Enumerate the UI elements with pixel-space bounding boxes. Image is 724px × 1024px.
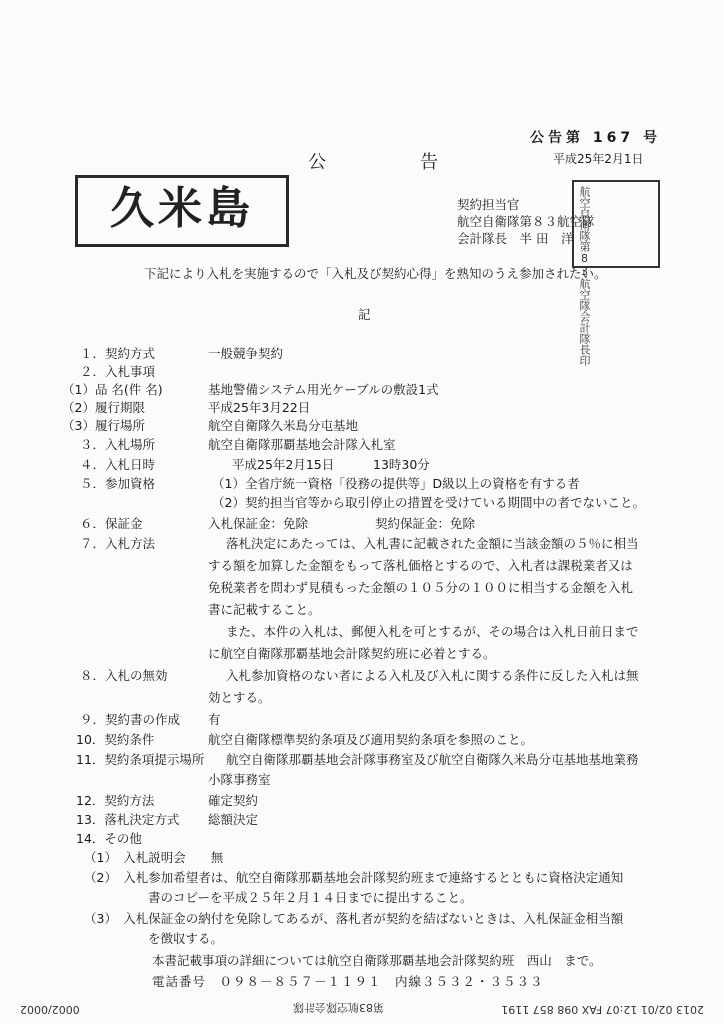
item-7-line-3: 免税業者を問わず見積もった金額の１０５分の１００に相当する金額を入札 — [208, 580, 634, 595]
item-6-label: ６．保証金 — [80, 516, 143, 531]
notice-number: 公告第 167 号 — [530, 130, 661, 146]
item-11-line-2: 小隊事務室 — [208, 772, 271, 787]
item-5-value-2: （2）契約担当官等から取引停止の措置を受けている期間中の者でないこと。 — [212, 495, 645, 510]
intro-text: 下記により入札を実施するので「入札及び契約心得」を熟知のうえ参加されたい。 — [144, 266, 607, 281]
item-14-2-line-1: （2） 入札参加希望者は、航空自衛隊那覇基地会計隊契約班まで連絡するとともに資格決定通知 — [84, 870, 624, 885]
location-stamp — [75, 175, 289, 247]
item-11-label: 11．契約条項提示場所 — [76, 752, 205, 767]
contractor-name: 会計隊長 半 田 洋 — [457, 231, 574, 246]
notice-date: 平成25年2月1日 — [553, 152, 644, 166]
contractor-unit: 航空自衛隊第８３航空隊 — [457, 214, 595, 229]
official-seal-text: 航空自衛隊第83航空隊会計隊長印 — [578, 186, 591, 366]
item-10-label: 10．契約条件 — [76, 732, 155, 747]
item-10-value: 航空自衛隊標準契約条項及び適用契約条項を参照のこと。 — [208, 732, 534, 747]
item-7-line-4: 書に記載すること。 — [208, 602, 321, 617]
location-stamp-label: 久米島 — [110, 183, 254, 234]
official-seal — [572, 180, 660, 366]
item-8-line-2: 効とする。 — [208, 690, 271, 705]
item-14-3-line-1: （3） 入札保証金の納付を免除してあるが、落札者が契約を結ばないときは、入札保証金相当額 — [84, 911, 624, 926]
item-12-value: 確定契約 — [208, 793, 259, 808]
item-14-label: 14．その他 — [76, 831, 142, 846]
item-12-label: 12．契約方法 — [76, 793, 155, 808]
item-3-value: 航空自衛隊那覇基地会計隊入札室 — [208, 437, 396, 452]
item-2-2-value: 平成25年3月22日 — [208, 400, 311, 415]
item-7-line-5: また、本件の入札は、郵便入札を可とするが、その場合は入札日前日まで — [226, 624, 639, 639]
item-2-2-label: （2）履行期限 — [62, 400, 145, 415]
item-8-line-1: 入札参加資格のない者による入札及び入札に関する条件に反した入札は無 — [226, 668, 639, 683]
ki-marker: 記 — [358, 307, 371, 322]
item-4-time: 13時30分 — [373, 457, 430, 472]
item-5-label: ５．参加資格 — [80, 476, 156, 491]
item-9-value: 有 — [208, 712, 221, 727]
item-7-label: ７．入札方法 — [80, 536, 156, 551]
item-4-date: 平成25年2月15日 — [232, 457, 335, 472]
item-13-value: 総額決定 — [208, 812, 259, 827]
item-14-2-line-2: 書のコピーを平成２５年２月１４日までに提出すること。 — [148, 890, 473, 905]
fax-timestamp: 2013 02/01 12:07 FAX 098 857 1191 — [501, 1003, 704, 1016]
page-title: 公 告 — [308, 152, 476, 173]
item-6-value-2: 契約保証金：免除 — [375, 516, 476, 531]
item-2-1-label: （1）品 名(件 名) — [62, 382, 163, 397]
item-3-label: ３．入札場所 — [80, 437, 156, 452]
item-2-3-label: （3）履行場所 — [62, 418, 145, 433]
item-2-3-value: 航空自衛隊久米島分屯基地 — [208, 418, 359, 433]
item-13-label: 13．落札決定方式 — [76, 812, 180, 827]
item-11-line-1: 航空自衛隊那覇基地会計隊事務室及び航空自衛隊久米島分屯基地基地業務 — [226, 752, 639, 767]
contact-line: 本書記載事項の詳細については航空自衛隊那覇基地会計隊契約班 西山 まで。 — [152, 953, 602, 968]
fax-footer — [20, 1002, 704, 1016]
item-8-label: ８．入札の無効 — [80, 668, 168, 683]
item-9-label: ９．契約書の作成 — [80, 712, 181, 727]
phone-line: 電話番号 ０９８－８５７－１１９１ 内線３５３２・３５３３ — [152, 974, 544, 989]
item-1-value: 一般競争契約 — [208, 346, 284, 361]
item-2-1-value: 基地警備システム用光ケーブルの敷設1式 — [208, 382, 439, 397]
item-2-label: ２．入札事項 — [80, 364, 156, 379]
fax-sender: 第83航空隊会計隊 — [293, 1001, 384, 1014]
item-5-value-1: （1）全省庁統一資格「役務の提供等」D級以上の資格を有する者 — [212, 476, 580, 491]
item-14-3-line-2: を徴収する。 — [148, 931, 224, 946]
fax-page: 0002/0002 — [20, 1003, 80, 1016]
item-7-line-2: する額を加算した金額をもって落札価格とするので、入札者は課税業者又は — [208, 558, 633, 573]
contractor-title: 契約担当官 — [457, 197, 520, 212]
item-14-1: （1） 入札説明会 無 — [84, 850, 224, 865]
item-1-label: １．契約方式 — [80, 346, 156, 361]
item-4-label: ４．入札日時 — [80, 457, 156, 472]
item-6-value-1: 入札保証金：免除 — [208, 516, 309, 531]
item-7-line-6: に航空自衛隊那覇基地会計隊契約班に必着とする。 — [208, 646, 496, 661]
item-7-line-1: 落札決定にあたっては、入札書に記載された金額に当該金額の５％に相当 — [226, 536, 639, 551]
